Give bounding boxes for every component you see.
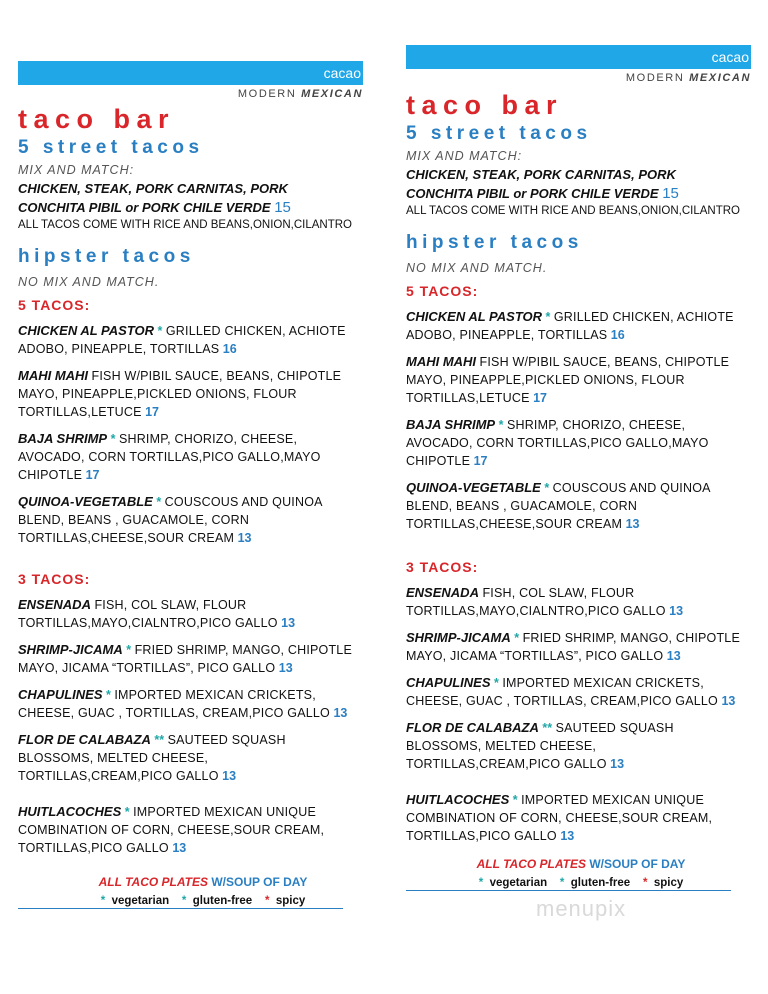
menu-item-name: ENSENADA: [406, 585, 479, 600]
menu-item-price: 17: [533, 391, 548, 405]
tagline-emph: MEXICAN: [301, 88, 363, 100]
diet-tag-icon: *: [156, 495, 162, 509]
menu-item-price: 13: [625, 517, 640, 531]
menu-item-price: 13: [721, 694, 736, 708]
hipster-tacos-heading: hipster tacos: [406, 232, 583, 253]
menu-item-price: 16: [610, 328, 625, 342]
footer-rule: [18, 908, 343, 909]
diet-tag-icon: *: [157, 324, 163, 338]
brand-bar: [406, 45, 751, 69]
brand-name: cacao: [711, 49, 749, 65]
menu-item-name: FLOR DE CALABAZA: [18, 732, 151, 747]
menu-item-price: 13: [281, 616, 296, 630]
menu-item-description: COUSCOUS AND QUINOA BLEND, BEANS , GUACAMOLE, CORN TORTILLAS,CHEESE,SOUR CREAM: [18, 495, 322, 545]
menu-item-description: GRILLED CHICKEN, ACHIOTE ADOBO, PINEAPPLE, TORTILLAS: [18, 324, 346, 356]
plates-red: ALL TACO PLATES: [476, 857, 586, 871]
menu-item: [18, 731, 363, 785]
menu-item-description: FISH W/PIBIL SAUCE, BEANS, CHIPOTLE MAYO, PINEAPPLE,PICKLED ONIONS, FLOUR TORTILLAS,LETUCE: [406, 355, 730, 405]
menu-item: [406, 308, 751, 344]
menu-item-name: BAJA SHRIMP: [406, 417, 496, 432]
street-note: ALL TACOS COME WITH RICE AND BEANS,ONION,CILANTRO: [18, 219, 352, 231]
menu-item-name: MAHI MAHI: [18, 368, 89, 383]
menu-item-name: BAJA SHRIMP: [18, 431, 108, 446]
menu-item-price: 13: [669, 604, 684, 618]
meats-line-1: CHICKEN, STEAK, PORK CARNITAS, PORK: [18, 181, 288, 196]
menu-item-price: 13: [333, 706, 348, 720]
five-tacos-list: [18, 322, 363, 547]
menu-item: [18, 803, 363, 857]
legend: [426, 877, 736, 889]
diet-tag-icon: *: [494, 676, 499, 690]
gluten-free-label: gluten-free: [192, 895, 253, 907]
menu-item-description: SAUTEED SQUASH BLOSSOMS, MELTED CHEESE, TORTILLAS,CREAM,PICO GALLO: [18, 733, 286, 783]
diet-tag-icon: *: [514, 631, 520, 645]
street-mix-label: MIX AND MATCH:: [406, 149, 523, 163]
street-note: ALL TACOS COME WITH RICE AND BEANS,ONION,CILANTRO: [406, 205, 740, 217]
menu-item-description: FISH W/PIBIL SAUCE, BEANS, CHIPOTLE MAYO, PINEAPPLE,PICKLED ONIONS, FLOUR TORTILLAS,LETUCE: [18, 369, 342, 419]
diet-tag-icon: *: [110, 432, 116, 446]
street-tacos-heading: 5 street tacos: [406, 123, 592, 144]
three-tacos-label: 3 TACOS:: [406, 559, 479, 575]
menu-item-price: 13: [560, 829, 575, 843]
brand-tagline: [18, 88, 363, 100]
menu-item-name: HUITLACOCHES: [406, 792, 510, 807]
menu-item-price: 16: [222, 342, 237, 356]
menu-item: [18, 493, 363, 547]
diet-tag-icon: *: [126, 643, 132, 657]
menu-item-price: 17: [85, 468, 100, 482]
menu-item: [406, 353, 751, 407]
menu-item: [406, 584, 751, 620]
menu-item: [406, 479, 751, 533]
menu-item-description: GRILLED CHICKEN, ACHIOTE ADOBO, PINEAPPLE, TORTILLAS: [406, 310, 734, 342]
spicy-label: spicy: [275, 895, 306, 907]
menu-item-description: COUSCOUS AND QUINOA BLEND, BEANS , GUACAMOLE, CORN TORTILLAS,CHEESE,SOUR CREAM: [406, 481, 710, 531]
gluten-free-star-icon: *: [559, 877, 565, 889]
menu-item-description: SHRIMP, CHORIZO, CHEESE, AVOCADO, CORN TORTILLAS,PICO GALLO,MAYO CHIPOTLE: [406, 418, 709, 468]
menu-item-name: QUINOA-VEGETABLE: [406, 480, 541, 495]
menu-item: [18, 641, 363, 677]
page-title: taco bar: [18, 104, 176, 134]
menu-item-price: 13: [237, 531, 252, 545]
spicy-star-icon: *: [642, 877, 648, 889]
footer-plates-note: [426, 857, 736, 871]
diet-tag-icon: **: [154, 733, 165, 747]
diet-tag-icon: *: [106, 688, 111, 702]
footer: [426, 857, 736, 889]
menu-item-name: CHAPULINES: [406, 675, 491, 690]
tagline-plain: MODERN: [625, 72, 685, 84]
street-price: 15: [274, 199, 291, 216]
menu-item-price: 13: [222, 769, 237, 783]
menu-item-description: FRIED SHRIMP, MANGO, CHIPOTLE MAYO, JICAMA “TORTILLAS”, PICO GALLO: [18, 643, 352, 675]
three-tacos-list: [406, 584, 751, 845]
meats-line-2: CONCHITA PIBIL or PORK CHILE VERDE: [406, 186, 659, 201]
legend: [48, 895, 358, 907]
diet-tag-icon: *: [512, 793, 518, 807]
menu-item-price: 17: [473, 454, 488, 468]
menu-item: [406, 791, 751, 845]
menu-item-price: 13: [666, 649, 681, 663]
menu-item: [18, 596, 363, 632]
vegetarian-label: vegetarian: [489, 877, 548, 889]
menu-page-left: [18, 61, 363, 909]
vegetarian-star-icon: *: [100, 895, 106, 907]
menu-item-description: SHRIMP, CHORIZO, CHEESE, AVOCADO, CORN TORTILLAS,PICO GALLO,MAYO CHIPOTLE: [18, 432, 321, 482]
gluten-free-label: gluten-free: [570, 877, 631, 889]
diet-tag-icon: **: [542, 721, 553, 735]
menu-item-description: FISH, COL SLAW, FLOUR TORTILLAS,MAYO,CIALNTRO,PICO GALLO: [406, 586, 666, 618]
menu-item-description: SAUTEED SQUASH BLOSSOMS, MELTED CHEESE, TORTILLAS,CREAM,PICO GALLO: [406, 721, 674, 771]
gluten-free-star-icon: *: [181, 895, 187, 907]
menu-item-description: FRIED SHRIMP, MANGO, CHIPOTLE MAYO, JICAMA “TORTILLAS”, PICO GALLO: [406, 631, 740, 663]
street-mix-label: MIX AND MATCH:: [18, 163, 135, 177]
menu-item-name: SHRIMP-JICAMA: [406, 630, 511, 645]
menu-item-description: IMPORTED MEXICAN CRICKETS, CHEESE, GUAC , TORTILLAS, CREAM,PICO GALLO: [18, 688, 330, 720]
menu-item-description: IMPORTED MEXICAN UNIQUE COMBINATION OF CORN, CHEESE,SOUR CREAM, TORTILLAS,PICO GALLO: [406, 793, 713, 843]
three-tacos-list: [18, 596, 363, 857]
street-meats: [406, 165, 751, 203]
footer: [48, 875, 358, 907]
spicy-label: spicy: [653, 877, 684, 889]
menu-item-name: CHICKEN AL PASTOR: [18, 323, 155, 338]
menu-item: [406, 629, 751, 665]
watermark: menupix: [536, 896, 627, 921]
street-price: 15: [662, 185, 679, 202]
plates-blue: W/SOUP OF DAY: [211, 875, 308, 889]
diet-tag-icon: *: [498, 418, 504, 432]
menu-item-price: 13: [172, 841, 187, 855]
menu-item-price: 17: [145, 405, 160, 419]
tagline-plain: MODERN: [237, 88, 297, 100]
brand-bar: [18, 61, 363, 85]
footer-rule: [406, 890, 731, 891]
menu-item-name: CHICKEN AL PASTOR: [406, 309, 543, 324]
menu-item: [406, 416, 751, 470]
five-tacos-label: 5 TACOS:: [18, 297, 91, 313]
diet-tag-icon: *: [544, 481, 550, 495]
plates-red: ALL TACO PLATES: [98, 875, 208, 889]
footer-plates-note: [48, 875, 358, 889]
menu-item-price: 13: [610, 757, 625, 771]
brand-name: cacao: [323, 65, 361, 81]
menu-item-name: QUINOA-VEGETABLE: [18, 494, 153, 509]
page-title: taco bar: [406, 90, 564, 120]
five-tacos-list: [406, 308, 751, 533]
menu-item-name: MAHI MAHI: [406, 354, 477, 369]
spicy-star-icon: *: [264, 895, 270, 907]
menu-item: [18, 367, 363, 421]
menu-item-name: ENSENADA: [18, 597, 91, 612]
hipster-mix-label: NO MIX AND MATCH.: [406, 261, 548, 275]
menu-page-right: [406, 45, 751, 891]
street-meats: [18, 179, 363, 217]
menu-item: [18, 686, 363, 722]
menu-item-description: FISH, COL SLAW, FLOUR TORTILLAS,MAYO,CIALNTRO,PICO GALLO: [18, 598, 278, 630]
meats-line-1: CHICKEN, STEAK, PORK CARNITAS, PORK: [406, 167, 676, 182]
plates-blue: W/SOUP OF DAY: [589, 857, 686, 871]
tagline-emph: MEXICAN: [689, 72, 751, 84]
three-tacos-label: 3 TACOS:: [18, 571, 91, 587]
meats-line-2: CONCHITA PIBIL or PORK CHILE VERDE: [18, 200, 271, 215]
menu-item-description: IMPORTED MEXICAN CRICKETS, CHEESE, GUAC , TORTILLAS, CREAM,PICO GALLO: [406, 676, 718, 708]
menu-item-name: HUITLACOCHES: [18, 804, 122, 819]
vegetarian-star-icon: *: [478, 877, 484, 889]
five-tacos-label: 5 TACOS:: [406, 283, 479, 299]
menu-item: [406, 719, 751, 773]
vegetarian-label: vegetarian: [111, 895, 170, 907]
menu-item-name: SHRIMP-JICAMA: [18, 642, 123, 657]
brand-tagline: [406, 72, 751, 84]
menu-item-price: 13: [278, 661, 293, 675]
diet-tag-icon: *: [545, 310, 551, 324]
menu-item: [18, 322, 363, 358]
menu-item: [18, 430, 363, 484]
street-tacos-heading: 5 street tacos: [18, 137, 204, 158]
menu-item-description: IMPORTED MEXICAN UNIQUE COMBINATION OF CORN, CHEESE,SOUR CREAM, TORTILLAS,PICO GALLO: [18, 805, 325, 855]
diet-tag-icon: *: [124, 805, 130, 819]
menu-item-name: CHAPULINES: [18, 687, 103, 702]
menu-item: [406, 674, 751, 710]
hipster-tacos-heading: hipster tacos: [18, 246, 195, 267]
hipster-mix-label: NO MIX AND MATCH.: [18, 275, 160, 289]
menu-item-name: FLOR DE CALABAZA: [406, 720, 539, 735]
